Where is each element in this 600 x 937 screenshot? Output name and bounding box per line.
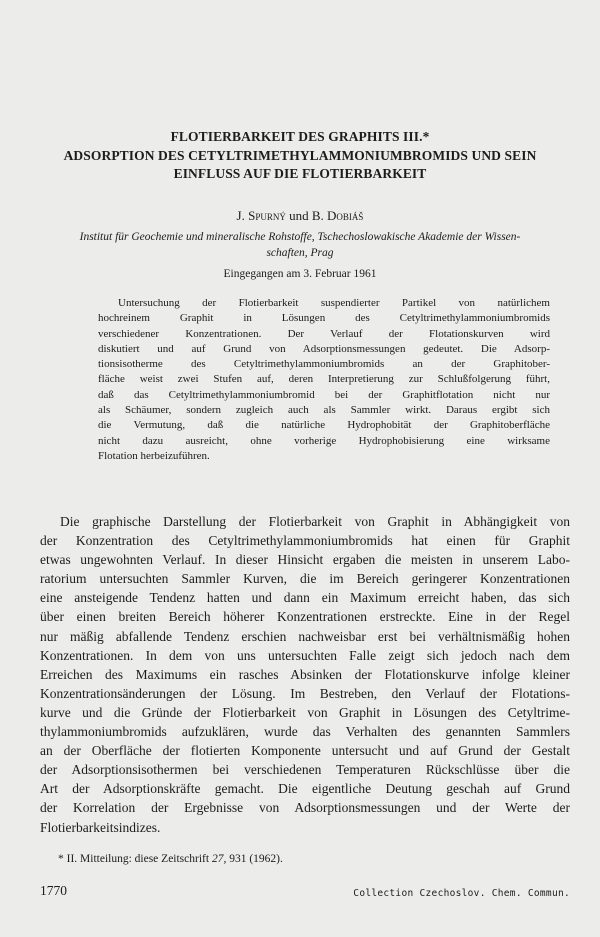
institute-line-2: schaften, Prag — [266, 247, 334, 259]
body-line: Konzentrationen. In dem von uns untersuchten Falle zeigt sich jedoch nach dem — [40, 647, 570, 663]
body-line: Konzentrationsänderungen der Lösung. Im Bestreben, den Verlauf der Flotations- — [40, 685, 570, 701]
abstract-line: Flotation herbeizuführen. — [98, 449, 210, 462]
page-number: 1770 — [40, 883, 67, 898]
body-line: nur mäßig abfallende Tendenz erschien nachweisbar erst bei verhältnismäßig hohen — [40, 628, 570, 644]
institute-affiliation — [40, 229, 560, 261]
body-line: ratorium untersuchten Sammler Kurven, die im Bereich geringerer Konzentrationen — [40, 571, 570, 587]
abstract-line: diskutiert und auf Grund von Adsorptionsmessungen gedeutet. Die Adsorp- — [98, 342, 550, 355]
abstract-line: verschiedener Konzentrationen. Der Verlauf der Flotationskurven wird — [98, 327, 550, 340]
body-line: Flotierbarkeitsindizes. — [40, 819, 161, 835]
abstract-line: tionsisotherme des Cetyltrimethylammoniumbromids an der Graphitober- — [98, 358, 550, 371]
abstract-line: hochreinem Graphit in Lösungen des Cetyltrimethylammoniumbromids — [98, 312, 550, 325]
body-line: über einen breiten Bereich höherer Konzentrationen erstreckte. Eine in der Regel — [40, 609, 570, 625]
abstract-line: Untersuchung der Flotierbarkeit suspendierter Partikel von natürlichem — [118, 297, 550, 309]
body-line: Erreichen des Maximums ein rasches Absinken der Flotationskurve infolge kleiner — [40, 666, 570, 682]
body-line: Art der Adsorptionskräfte gemacht. Die eigentliche Deutung geschah auf Grund — [40, 781, 570, 797]
body-line: kurve und die Gründe der Flotierbarkeit von Graphit in Lösungen des Cetyltrime- — [40, 704, 570, 720]
received-date: Eingegangen am 3. Februar 1961 — [223, 268, 377, 280]
author-2-initial: B. — [311, 208, 324, 223]
title-line-1: FLOTIERBARKEIT DES GRAPHITS III.* — [170, 129, 430, 144]
author-1-name: Spurný — [248, 208, 286, 223]
abstract-line: fläche weist zwei Stufen auf, deren Interpretierung zur Schlußfolgerung führt, — [98, 373, 550, 386]
author-1-initial: J. — [236, 208, 245, 223]
abstract-line: nicht dazu ausreicht, ohne vorherige Hydrophobisierung eine wirksame — [98, 434, 550, 447]
title-line-3: EINFLUSS AUF DIE FLOTIERBARKEIT — [173, 166, 427, 181]
abstract-line: die Vermutung, daß die natürliche Hydrophobität der Graphitoberfläche — [98, 419, 550, 432]
body-line: etwas ungewohnten Verlauf. In dieser Hinsicht ergaben die meisten in unserem Labo- — [40, 552, 570, 568]
author-conjunction: und — [289, 208, 309, 223]
footnote-pages: 931 (1962). — [229, 853, 283, 865]
author-line — [40, 208, 560, 224]
abstract-line: daß das Cetyltrimethylammoniumbromid bei der Graphitflotation nicht nur — [98, 388, 550, 401]
footnote — [58, 853, 283, 865]
body-line: der Konzentration des Cetyltrimethylammoniumbromids hat einen für Graphit — [40, 533, 570, 549]
body-line: Die graphische Darstellung der Flotierbarkeit von Graphit in Abhängigkeit von — [60, 514, 570, 529]
footnote-prefix: * II. Mitteilung: diese Zeitschrift — [58, 853, 210, 865]
abstract-line: als Schäumer, sondern zugleich auch als Sammler wirkt. Daraus ergibt sich — [98, 404, 550, 417]
footnote-volume: 27, — [211, 853, 227, 865]
author-2-name: Dobiáš — [327, 208, 364, 223]
institute-line-1: Institut für Geochemie und mineralische Rohstoffe, Tschechoslowakische Akademie der Wissen- — [79, 231, 521, 243]
body-line: der Adsorptionsisothermen bei verschiedenen Temperaturen Rückschlüsse über die — [40, 762, 570, 778]
body-line: an der Oberfläche der flotierten Komponente untersucht und auf Grund der Gestalt — [40, 743, 570, 759]
body-line: der Korrelation der Ergebnisse von Adsorptionsmessungen und der Werte der — [40, 800, 570, 816]
journal-name: Collection Czechoslov. Chem. Commun. — [353, 888, 570, 899]
body-line: eine ansteigende Tendenz hatten und dann ein Maximum erreicht haben, das sich — [40, 590, 570, 606]
body-paragraph — [40, 512, 570, 837]
abstract — [98, 296, 550, 464]
title-line-2: ADSORPTION DES CETYLTRIMETHYLAMMONIUMBROMIDS UND SEIN — [63, 147, 537, 163]
body-line: thylammoniumbromids aufzuklären, wurde das Verhalten des genannten Sammlers — [40, 724, 570, 740]
article-title — [40, 128, 560, 184]
